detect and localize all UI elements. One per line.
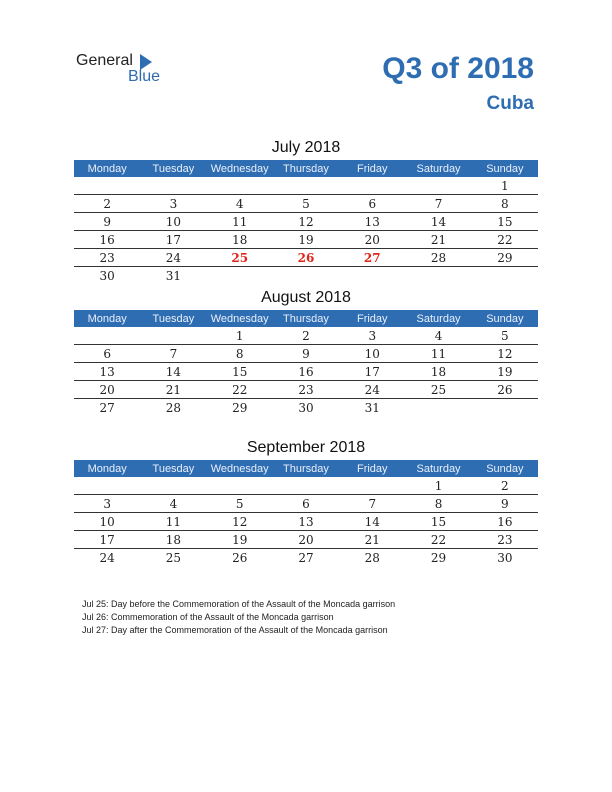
week-row [74, 177, 538, 195]
day-cell: 11 [140, 513, 206, 531]
day-cell: 24 [140, 249, 206, 267]
day-cell: 30 [497, 550, 513, 565]
weekday-header-row [74, 460, 538, 477]
month-title: July 2018 [271, 139, 341, 156]
week-row [74, 477, 538, 495]
day-cell: 5 [273, 195, 339, 213]
day-cell: 10 [74, 513, 140, 531]
day-cell: 6 [339, 195, 405, 213]
day-cell [207, 477, 273, 495]
day-cell [339, 477, 405, 495]
day-cell: 1 [207, 327, 273, 345]
weekday-header: Wednesday [207, 310, 273, 327]
weekday-header: Sunday [472, 160, 538, 177]
day-cell: 19 [472, 363, 538, 381]
weekday-header: Monday [74, 310, 140, 327]
day-cell: 18 [207, 231, 273, 249]
day-cell: 15 [405, 513, 471, 531]
week-row [74, 495, 538, 513]
day-cell: 7 [405, 195, 471, 213]
day-cell: 29 [472, 249, 538, 267]
weekday-header: Sunday [472, 460, 538, 477]
weekday-header: Thursday [273, 310, 339, 327]
day-cell: 23 [273, 381, 339, 399]
weekday-header: Friday [339, 160, 405, 177]
week-row [74, 363, 538, 381]
day-cell: 13 [339, 213, 405, 231]
day-cell [74, 327, 140, 345]
day-cell: 26 [472, 381, 538, 399]
day-cell: 18 [405, 363, 471, 381]
day-cell: 19 [207, 531, 273, 549]
week-row [74, 267, 538, 285]
day-cell [339, 267, 405, 285]
day-cell [140, 327, 206, 345]
day-cell: 7 [140, 345, 206, 363]
weekday-header-row [74, 160, 538, 177]
day-cell: 21 [339, 531, 405, 549]
day-cell [472, 399, 538, 417]
day-cell [273, 177, 339, 195]
day-cell: 31 [364, 400, 380, 415]
day-cell [207, 177, 273, 195]
day-cell: 1 [405, 477, 471, 495]
day-cell: 28 [364, 550, 380, 565]
day-cell: 8 [405, 495, 471, 513]
country-name: Cuba [486, 93, 534, 114]
day-cell [405, 267, 471, 285]
day-cell: 25 [165, 550, 182, 565]
day-cell: 6 [273, 495, 339, 513]
day-cell: 3 [74, 495, 140, 513]
day-cell: 30 [99, 268, 115, 283]
weekday-header: Tuesday [140, 160, 206, 177]
day-cell [273, 267, 339, 285]
month-title: September 2018 [246, 439, 366, 456]
holiday-notes [82, 598, 422, 637]
day-cell: 12 [273, 213, 339, 231]
day-cell: 4 [140, 495, 206, 513]
week-row [74, 231, 538, 249]
weekday-header-row [74, 310, 538, 327]
day-cell: 30 [298, 400, 314, 415]
weekday-header: Saturday [405, 160, 471, 177]
day-cell: 20 [74, 381, 140, 399]
day-cell [74, 177, 140, 195]
weekday-header: Friday [339, 310, 405, 327]
day-cell: 28 [165, 400, 182, 415]
day-cell: 20 [273, 531, 339, 549]
weekday-header: Tuesday [140, 310, 206, 327]
day-cell: 2 [74, 195, 140, 213]
day-cell: 9 [472, 495, 538, 513]
day-cell: 27 [99, 400, 115, 415]
week-row [74, 513, 538, 531]
month-september [74, 437, 538, 566]
day-cell: 23 [74, 249, 140, 267]
day-cell: 17 [140, 231, 206, 249]
day-cell: 13 [273, 513, 339, 531]
day-cell: 1 [472, 177, 538, 195]
day-cell: 10 [140, 213, 206, 231]
calendar-grid [74, 160, 538, 284]
weekday-header: Sunday [472, 310, 538, 327]
calendar-grid [74, 310, 538, 416]
day-cell [405, 177, 471, 195]
page-title: Q3 of 2018 [382, 52, 534, 85]
day-cell [74, 477, 140, 495]
day-cell: 10 [339, 345, 405, 363]
day-cell: 7 [339, 495, 405, 513]
day-cell: 2 [472, 477, 538, 495]
holiday-day-cell: 26 [273, 249, 339, 267]
day-cell: 22 [472, 231, 538, 249]
day-cell: 28 [405, 249, 471, 267]
weekday-header: Monday [74, 460, 140, 477]
day-cell: 14 [405, 213, 471, 231]
week-row [74, 381, 538, 399]
weekday-header: Thursday [273, 460, 339, 477]
holiday-day-cell: 27 [339, 249, 405, 267]
day-cell: 16 [273, 363, 339, 381]
day-cell: 2 [273, 327, 339, 345]
day-cell: 8 [472, 195, 538, 213]
day-cell: 11 [405, 345, 471, 363]
day-cell [405, 399, 471, 417]
day-cell: 17 [74, 531, 140, 549]
day-cell: 31 [165, 268, 182, 283]
logo [76, 52, 176, 92]
week-row [74, 213, 538, 231]
day-cell [339, 177, 405, 195]
day-cell: 21 [140, 381, 206, 399]
day-cell: 20 [339, 231, 405, 249]
day-cell: 13 [74, 363, 140, 381]
day-cell: 22 [207, 381, 273, 399]
day-cell: 11 [207, 213, 273, 231]
weekday-header: Thursday [273, 160, 339, 177]
day-cell: 3 [339, 327, 405, 345]
day-cell: 12 [472, 345, 538, 363]
day-cell: 27 [298, 550, 314, 565]
day-cell: 17 [339, 363, 405, 381]
day-cell [140, 177, 206, 195]
day-cell: 15 [207, 363, 273, 381]
weekday-header: Monday [74, 160, 140, 177]
weekday-header: Tuesday [140, 460, 206, 477]
week-row [74, 195, 538, 213]
logo-blue-text: Blue [128, 68, 161, 85]
holiday-note: Jul 26: Commemoration of the Assault of the Moncada garrison [82, 612, 334, 622]
day-cell: 9 [74, 213, 140, 231]
month-august [74, 287, 538, 416]
day-cell: 16 [472, 513, 538, 531]
day-cell: 19 [273, 231, 339, 249]
day-cell: 12 [207, 513, 273, 531]
day-cell: 24 [339, 381, 405, 399]
day-cell: 5 [207, 495, 273, 513]
day-cell: 15 [472, 213, 538, 231]
day-cell [273, 477, 339, 495]
holiday-note: Jul 25: Day before the Commemoration of the Assault of the Moncada garrison [82, 599, 396, 609]
day-cell [140, 477, 206, 495]
weekday-header: Saturday [405, 460, 471, 477]
week-row [74, 399, 538, 417]
holiday-day-cell: 25 [207, 249, 273, 267]
weekday-header: Wednesday [207, 460, 273, 477]
day-cell: 23 [472, 531, 538, 549]
week-row [74, 549, 538, 567]
day-cell [472, 267, 538, 285]
day-cell: 29 [232, 400, 248, 415]
day-cell: 5 [472, 327, 538, 345]
week-row [74, 345, 538, 363]
logo-general-text: General [76, 52, 133, 69]
day-cell: 14 [140, 363, 206, 381]
day-cell: 24 [99, 550, 115, 565]
day-cell: 8 [207, 345, 273, 363]
holiday-note: Jul 27: Day after the Commemoration of the Assault of the Moncada garrison [82, 625, 388, 635]
day-cell: 4 [405, 327, 471, 345]
day-cell: 18 [140, 531, 206, 549]
day-cell: 14 [339, 513, 405, 531]
weekday-header: Saturday [405, 310, 471, 327]
day-cell: 22 [405, 531, 471, 549]
month-july [74, 137, 538, 284]
day-cell: 3 [140, 195, 206, 213]
day-cell: 21 [405, 231, 471, 249]
day-cell: 9 [273, 345, 339, 363]
day-cell: 25 [405, 381, 471, 399]
day-cell: 26 [232, 550, 248, 565]
month-title: August 2018 [261, 289, 351, 306]
week-row [74, 531, 538, 549]
day-cell: 29 [430, 550, 447, 565]
day-cell [207, 267, 273, 285]
week-row [74, 327, 538, 345]
week-row [74, 249, 538, 267]
day-cell: 6 [74, 345, 140, 363]
weekday-header: Friday [339, 460, 405, 477]
weekday-header: Wednesday [207, 160, 273, 177]
day-cell: 4 [207, 195, 273, 213]
day-cell: 16 [74, 231, 140, 249]
calendar-grid [74, 460, 538, 566]
